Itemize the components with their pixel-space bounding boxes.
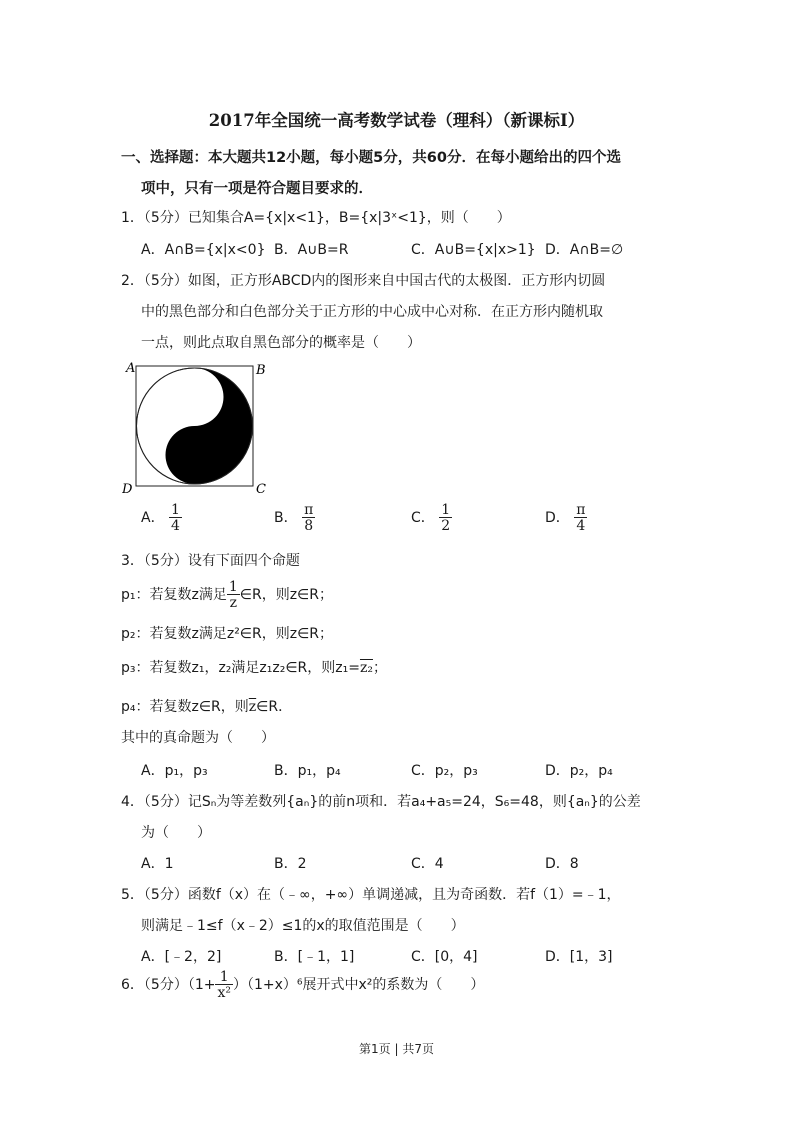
q2-option-d	[545, 503, 587, 533]
page-footer: 第1页 | 共7页	[359, 1042, 434, 1056]
q2-option-c-letter: C．	[411, 510, 435, 526]
p4-text-a: p₄：若复数z∈R，则	[121, 699, 249, 715]
question-2-line2: 中的黑色部分和白色部分关于正方形的中心成中心对称．在正方形内随机取	[141, 304, 603, 320]
q4-option-c: C．4	[411, 856, 444, 872]
page-title: 2017年全国统一高考数学试卷（理科）（新课标Ⅰ）	[208, 111, 585, 130]
q6-frac-num: 1	[215, 970, 233, 985]
q6-prefix: 6．（5分）（1+	[121, 977, 216, 993]
q6-suffix: ）（1+x）⁶展开式中x²的系数为（ ）	[232, 977, 485, 993]
q3-option-c: C．p₂，p₃	[411, 763, 478, 779]
section-heading-line1: 一、选择题：本大题共12小题，每小题5分，共60分．在每小题给出的四个选	[121, 150, 621, 166]
q2-option-a-den: 4	[171, 518, 180, 534]
p1-text-a: 若复数z满足	[149, 587, 227, 603]
question-1-text: 1．（5分）已知集合A={x|x<1}，B={x|3ˣ<1}，则（ ）	[121, 210, 511, 226]
question-5-line1: 5．（5分）函数f（x）在（﹣∞，+∞）单调递减，且为奇函数．若f（1）=﹣1，	[121, 887, 621, 903]
p3-conjugate: z₂	[359, 660, 373, 676]
q1-option-c: C．A∪B={x|x>1}	[411, 242, 536, 258]
p1-label: p₁：	[121, 587, 150, 603]
question-5-line2: 则满足﹣1≤f（x﹣2）≤1的x的取值范围是（ ）	[141, 918, 465, 934]
q5-option-d: D．[1，3]	[545, 949, 613, 965]
q3-proposition-p2: p₂：若复数z满足z²∈R，则z∈R；	[121, 626, 334, 642]
question-4-line2: 为（ ）	[141, 825, 211, 841]
taiji-diagram	[122, 360, 272, 500]
q2-option-a-num: 1	[171, 502, 180, 518]
q3-option-b: B．p₁，p₄	[274, 763, 341, 779]
q2-option-b-letter: B．	[274, 510, 298, 526]
q1-option-a: A．A∩B={x|x<0}	[141, 242, 266, 258]
q2-option-d-den: 4	[576, 518, 586, 534]
q6-frac-den: x²	[217, 985, 231, 1001]
q2-option-b	[274, 503, 315, 533]
vertex-label-d: D	[122, 482, 133, 497]
question-3-text: 3．（5分）设有下面四个命题	[121, 553, 300, 569]
q2-option-b-num: π	[304, 502, 314, 518]
q3-option-d: D．p₂，p₄	[545, 763, 613, 779]
q2-option-a	[141, 503, 182, 533]
p3-text-a: p₃：若复数z₁，z₂满足z₁z₂∈R，则z₁=	[121, 660, 360, 676]
p3-text-b: ；	[372, 660, 387, 676]
question-2-line1: 2．（5分）如图，正方形ABCD内的图形来自中国古代的太极图．正方形内切圆	[121, 273, 606, 289]
vertex-label-b: B	[256, 363, 266, 378]
p1-frac-den: z	[229, 595, 238, 611]
question-6-text	[121, 970, 484, 1000]
q1-option-d: D．A∩B=∅	[545, 242, 624, 258]
vertex-label-c: C	[256, 482, 266, 497]
q4-option-a: A．1	[141, 856, 174, 872]
q2-option-a-letter: A．	[141, 510, 165, 526]
question-4-line1: 4．（5分）记Sₙ为等差数列{aₙ}的前n项和．若a₄+a₅=24，S₆=48，则{aₙ}的公差	[121, 794, 641, 810]
q3-option-a: A．p₁，p₃	[141, 763, 208, 779]
q2-option-c-den: 2	[441, 518, 451, 534]
vertex-label-a: A	[126, 361, 136, 376]
p4-text-b: ∈R．	[256, 699, 293, 715]
q3-proposition-p3	[121, 657, 387, 677]
q4-option-d: D．8	[545, 856, 579, 872]
taiji-figure	[122, 360, 272, 500]
q5-option-a: A．[﹣2，2]	[141, 949, 222, 965]
q2-option-b-den: 8	[304, 518, 314, 534]
q2-option-c-num: 1	[441, 502, 451, 518]
p1-frac-num: 1	[228, 579, 238, 595]
q5-option-c: C．[0，4]	[411, 949, 478, 965]
q1-option-b: B．A∪B=R	[274, 242, 349, 258]
q3-question: 其中的真命题为（ ）	[121, 730, 275, 746]
black-dot	[188, 449, 201, 462]
p1-text-b: ∈R，则z∈R；	[239, 587, 333, 603]
question-2-line3: 一点，则此点取自黑色部分的概率是（ ）	[141, 335, 421, 351]
q5-option-b: B．[﹣1，1]	[274, 949, 355, 965]
q4-option-b: B．2	[274, 856, 307, 872]
section-heading-line2: 项中，只有一项是符合题目要求的．	[141, 181, 373, 197]
q2-option-d-letter: D．	[545, 510, 570, 526]
q3-proposition-p4	[121, 696, 292, 716]
p4-conjugate: $\overline{z}$	[248, 699, 257, 715]
q2-option-c	[411, 503, 452, 533]
q3-proposition-p1	[121, 580, 333, 610]
white-dot	[188, 391, 201, 404]
q2-option-d-num: π	[576, 502, 586, 518]
